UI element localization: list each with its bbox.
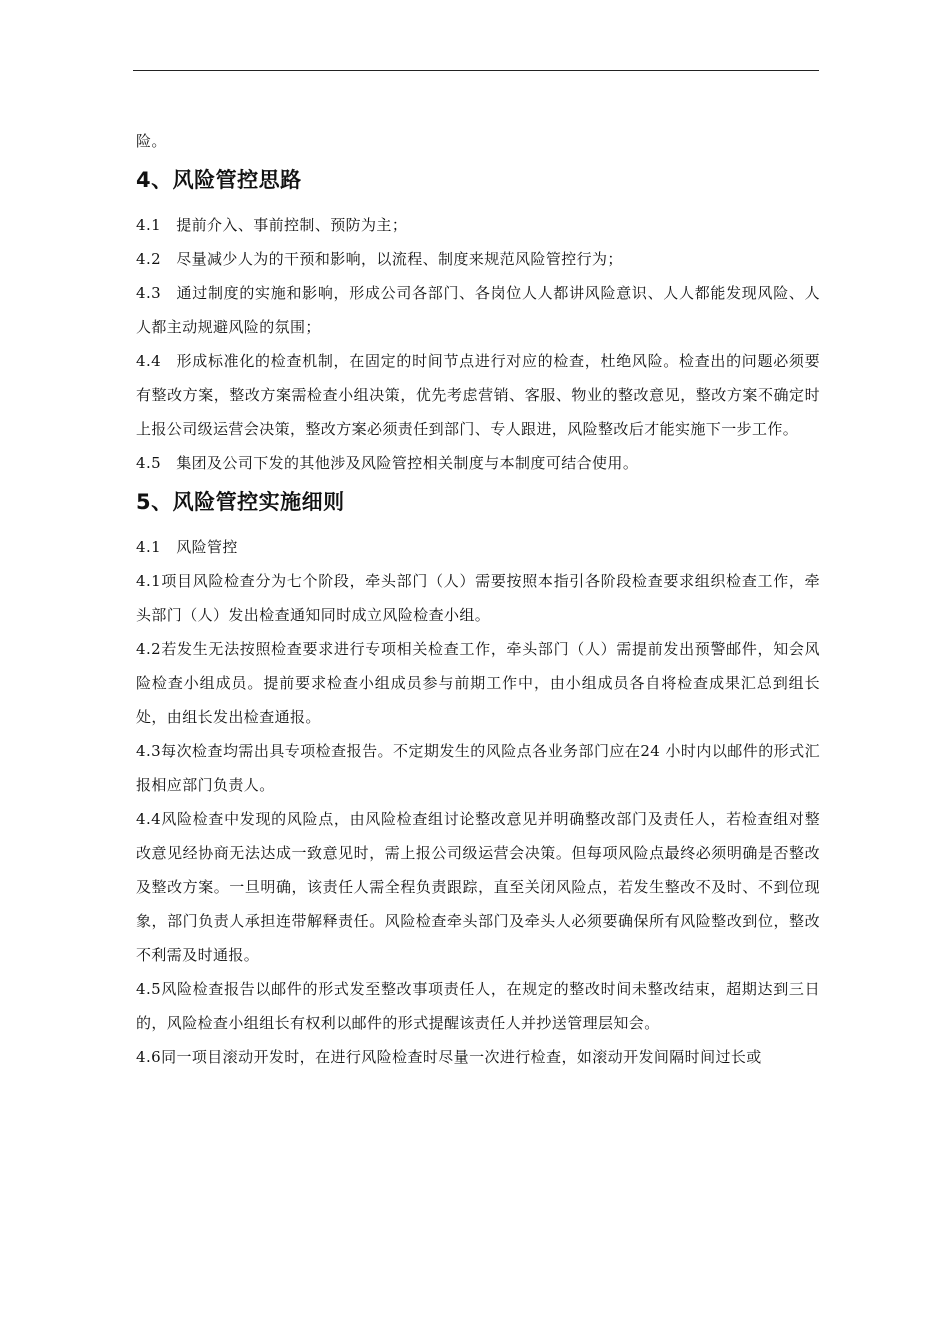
header-rule [133,70,819,71]
paragraph-number: 4.6 [136,1048,162,1066]
paragraph-text: 风险管控 [176,538,238,556]
paragraph-text: 每次检查均需出具专项检查报告。不定期发生的风险点各业务部门应在24 小时内以邮件的形式汇报相应部门负责人。 [136,742,820,794]
paragraph-4-4 [136,344,820,446]
paragraph-4-2 [136,242,820,276]
paragraph-text: 集团及公司下发的其他涉及风险管控相关制度与本制度可结合使用。 [176,454,639,472]
paragraph-text: 提前介入、事前控制、预防为主； [176,216,408,234]
paragraph-text: 通过制度的实施和影响，形成公司各部门、各岗位人人都讲风险意识、人人都能发现风险、人人都主动规避风险的氛围； [136,284,821,336]
paragraph-text: 若发生无法按照检查要求进行专项相关检查工作，牵头部门（人）需提前发出预警邮件，知会风险检查小组成员。提前要求检查小组成员参与前期工作中，由小组成员各自将检查成果汇总到组长处，由组长发出检查通报。 [136,640,820,726]
paragraph-text: 风险检查报告以邮件的形式发至整改事项责任人，在规定的整改时间未整改结束，超期达到三日的，风险检查小组组长有权利以邮件的形式提醒该责任人并抄送管理层知会。 [136,980,820,1032]
paragraph-number: 4.2 [136,250,162,268]
paragraph-4-5 [136,446,820,480]
document-body [136,124,820,1074]
paragraph-number: 4.4 [136,352,162,370]
paragraph-5-6 [136,1040,820,1074]
paragraph-5-1 [136,564,820,632]
paragraph-4-3 [136,276,820,344]
paragraph-5-3 [136,734,820,802]
section-heading-4: 4、风险管控思路 [136,168,302,192]
paragraph-number: 4.3 [136,742,162,760]
paragraph-number: 4.1 [136,538,162,556]
paragraph-number: 4.5 [136,454,162,472]
paragraph-number: 4.1 [136,572,162,590]
paragraph-number: 4.2 [136,640,162,658]
paragraph-5-0 [136,530,820,564]
paragraph-number: 4.5 [136,980,162,998]
paragraph-number: 4.1 [136,216,162,234]
paragraph-text: 形成标准化的检查机制，在固定的时间节点进行对应的检查，杜绝风险。检查出的问题必须要有整改方案，整改方案需检查小组决策，优先考虑营销、客服、物业的整改意见，整改方案不确定时上报公司级运营会决策，整改方案必须责任到部门、专人跟进，风险整改后才能实施下一步工作。 [136,352,821,438]
paragraph-text: 项目风险检查分为七个阶段，牵头部门（人）需要按照本指引各阶段检查要求组织检查工作，牵头部门（人）发出检查通知同时成立风险检查小组。 [136,572,820,624]
paragraph-text: 尽量减少人为的干预和影响，以流程、制度来规范风险管控行为； [176,250,623,268]
paragraph-5-4 [136,802,820,972]
section-heading-5: 5、风险管控实施细则 [136,490,345,514]
paragraph-number: 4.3 [136,284,162,302]
continuation-text: 险。 [136,132,167,150]
paragraph-number: 4.4 [136,810,162,828]
paragraph-text: 同一项目滚动开发时，在进行风险检查时尽量一次进行检查，如滚动开发间隔时间过长或 [161,1048,762,1066]
paragraph-4-1 [136,208,820,242]
paragraph-5-5 [136,972,820,1040]
paragraph-text: 风险检查中发现的风险点，由风险检查组讨论整改意见并明确整改部门及责任人，若检查组对整改意见经协商无法达成一致意见时，需上报公司级运营会决策。但每项风险点最终必须明确是否整改及整改方案。一旦明确，该责任人需全程负责跟踪，直至关闭风险点，若发生整改不及时、不到位现象，部门负责人承担连带解释责任。风险检查牵头部门及牵头人必须要确保所有风险整改到位，整改不利需及时通报。 [136,810,820,964]
paragraph-5-2 [136,632,820,734]
